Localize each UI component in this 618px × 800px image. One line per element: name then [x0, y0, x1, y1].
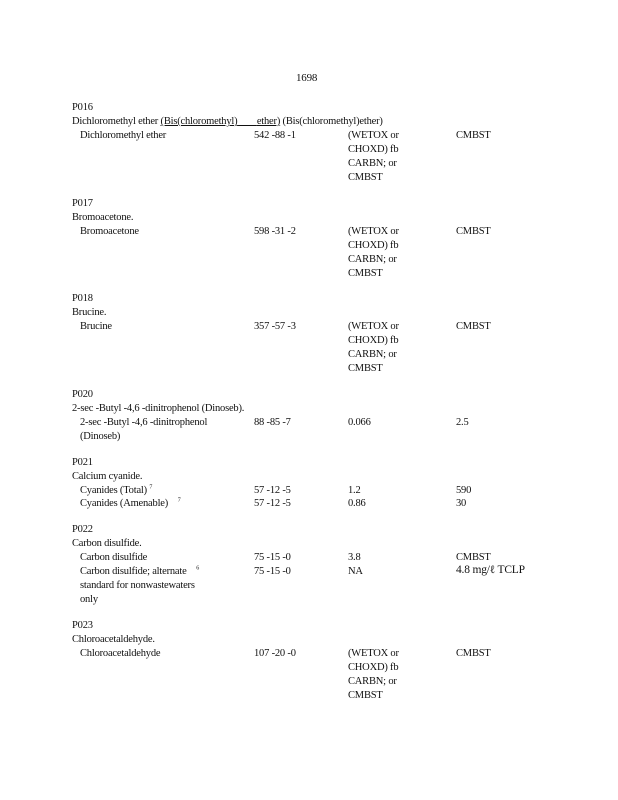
- waste-name: 2-sec -Butyl -4,6 -dinitrophenol (Dinoseb).: [72, 403, 245, 414]
- waste-name: Dichloromethyl ether (Bis(chloromethyl) ether) (Bis(chloromethyl)ether): [72, 116, 383, 127]
- wastewater-standard: CMBST: [348, 690, 383, 701]
- wastewater-standard: CHOXD) fb: [348, 240, 399, 251]
- wastewater-standard: 0.066: [348, 417, 371, 428]
- wastewater-standard: CARBN; or: [348, 349, 397, 360]
- page-number: 1698: [296, 72, 318, 84]
- wastewater-standard: CMBST: [348, 363, 383, 374]
- constituent-name: Cyanides (Amenable) $^7$: [80, 497, 181, 509]
- waste-name: Bromoacetone.: [72, 212, 134, 223]
- constituent-name: 2-sec -Butyl -4,6 -dinitrophenol: [80, 417, 208, 428]
- cas-number: 107 -20 -0: [254, 648, 296, 659]
- nonwastewater-standard: 2.5: [456, 417, 469, 428]
- wastewater-standard: CHOXD) fb: [348, 335, 399, 346]
- wastewater-standard: 0.86: [348, 498, 366, 509]
- nonwastewater-standard: 30: [456, 498, 467, 509]
- waste-code: P022: [72, 524, 93, 535]
- nonwastewater-standard: CMBST: [456, 130, 491, 141]
- nonwastewater-standard: CMBST: [456, 648, 491, 659]
- nonwastewater-standard: CMBST: [456, 321, 491, 332]
- nonwastewater-standard: 4.8 mg/ℓ TCLP: [456, 564, 525, 576]
- waste-name: Carbon disulfide.: [72, 538, 142, 549]
- constituent-name-cont: standard for nonwastewaters: [80, 580, 195, 591]
- waste-code: P017: [72, 198, 93, 209]
- constituent-name: Cyanides (Total) $^7$: [80, 484, 153, 496]
- nonwastewater-standard: CMBST: [456, 226, 491, 237]
- wastewater-standard: 1.2: [348, 485, 361, 496]
- wastewater-standard: (WETOX or: [348, 226, 399, 237]
- footnote-marker: 7: [177, 497, 181, 504]
- wastewater-standard: CARBN; or: [348, 158, 397, 169]
- footnote-marker: 6: [196, 565, 200, 572]
- waste-name: Brucine.: [72, 307, 107, 318]
- wastewater-standard: CHOXD) fb: [348, 662, 399, 673]
- waste-code: P021: [72, 457, 93, 468]
- constituent-name: Carbon disulfide: [80, 552, 148, 563]
- cas-number: 88 -85 -7: [254, 417, 291, 428]
- constituent-name: Chloroacetaldehyde: [80, 648, 161, 659]
- waste-code: P016: [72, 102, 93, 113]
- constituent-name-cont: only: [80, 594, 98, 605]
- wastewater-standard: (WETOX or: [348, 130, 399, 141]
- cas-number: 57 -12 -5: [254, 485, 291, 496]
- cas-number: 75 -15 -0: [254, 566, 291, 577]
- waste-code: P023: [72, 620, 93, 631]
- wastewater-standard: CMBST: [348, 268, 383, 279]
- constituent-name: Dichloromethyl ether: [80, 130, 167, 141]
- waste-name: Calcium cyanide.: [72, 471, 143, 482]
- cas-number: 75 -15 -0: [254, 552, 291, 563]
- cas-number: 542 -88 -1: [254, 130, 296, 141]
- footnote-marker: 7: [149, 484, 153, 491]
- constituent-name: Brucine: [80, 321, 112, 332]
- waste-code: P018: [72, 293, 93, 304]
- cas-number: 357 -57 -3: [254, 321, 296, 332]
- wastewater-standard: (WETOX or: [348, 648, 399, 659]
- wastewater-standard: CARBN; or: [348, 254, 397, 265]
- cas-number: 598 -31 -2: [254, 226, 296, 237]
- wastewater-standard: 3.8: [348, 552, 361, 563]
- waste-code: P020: [72, 389, 93, 400]
- wastewater-standard: CMBST: [348, 172, 383, 183]
- wastewater-standard: CARBN; or: [348, 676, 397, 687]
- nonwastewater-standard: 590: [456, 485, 472, 496]
- wastewater-standard: NA: [348, 566, 363, 577]
- constituent-name: Bromoacetone: [80, 226, 139, 237]
- wastewater-standard: CHOXD) fb: [348, 144, 399, 155]
- waste-name: Chloroacetaldehyde.: [72, 634, 155, 645]
- wastewater-standard: (WETOX or: [348, 321, 399, 332]
- nonwastewater-standard: CMBST: [456, 552, 491, 563]
- cas-number: 57 -12 -5: [254, 498, 291, 509]
- constituent-name: Carbon disulfide; alternate $^6$: [80, 565, 200, 577]
- constituent-name-cont: (Dinoseb): [80, 431, 121, 442]
